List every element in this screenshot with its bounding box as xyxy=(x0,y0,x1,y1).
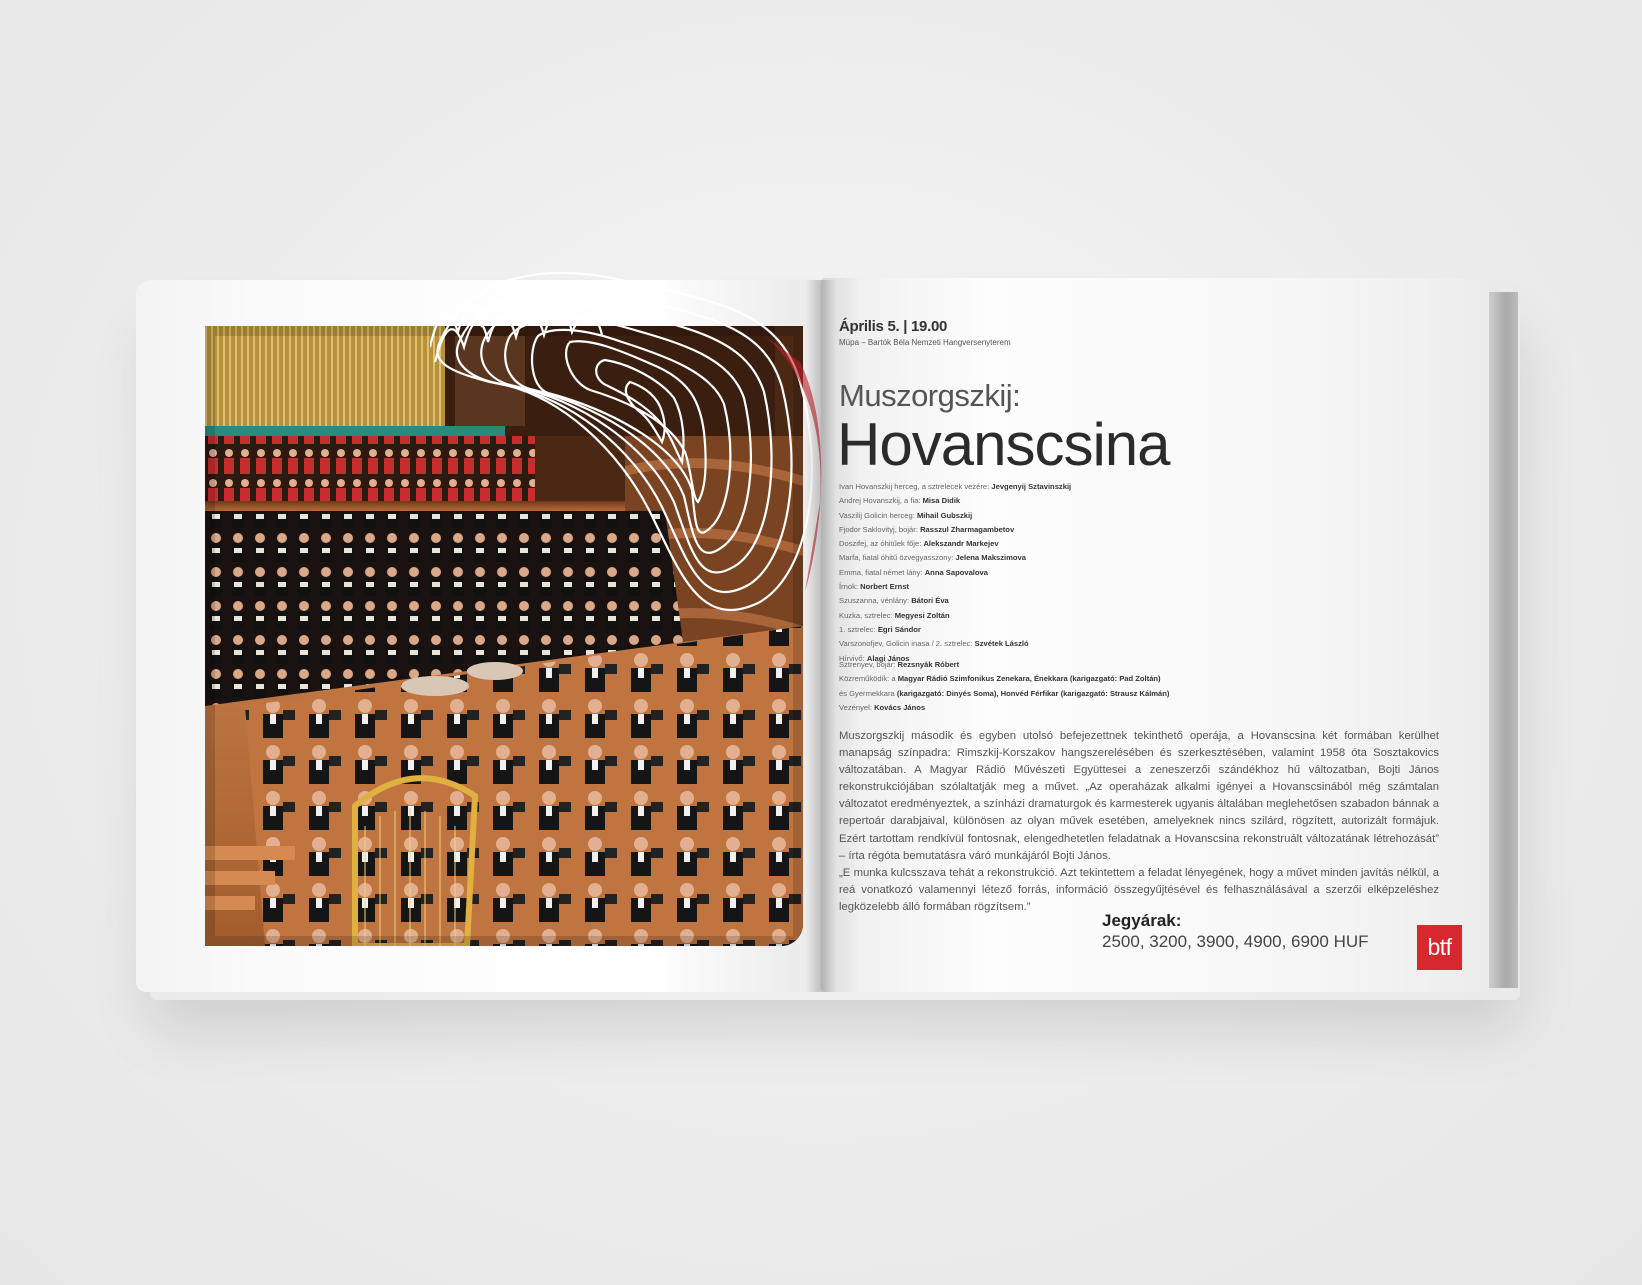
cast-row: Vaszilij Golicin herceg: Mihail Gubszkij xyxy=(839,510,973,520)
cast-row: Írnok: Norbert Ernst xyxy=(839,582,910,592)
event-venue: Müpa – Bartók Béla Nemzeti Hangversenyterem xyxy=(839,338,1011,347)
composer-name: Muszorgszkij: xyxy=(839,378,1021,413)
ticket-prices-label: Jegyárak: xyxy=(1102,911,1182,930)
cast-row: 1. sztrelec: Egri Sándor xyxy=(839,624,921,634)
credit-row: Közreműködik: a Magyar Rádió Szimfonikus Zenekara, Énekkara (karigazgató: Pad Zoltán) xyxy=(839,674,1161,684)
paragraph: Muszorgszkij második és egyben utolsó befejezettnek tekinthető operája, a Hovanscsina két formában kerülhet manapság színpadra: Rimszkij-Korszakov hangszerelésében és szerkesztésében, valamint 1958 óta Sosztakovics változatában. A Magyar Rádió Művészeti Együttesei a zeneszerzői szándékhoz hű változatban, Bojti János rekonstrukciójában szólaltatják meg a művet. „Az operaházak alkalmi igényei a Hovanscsinából még számtalan változatot eredményeztek, a színházi dramaturgok és karmesterek ugyanis általában meglehetősen szabadon bánnak a repertoár darabjaival, különösen az olyan művek esetében, amelyeknek nincs szilárd, rögzített, autorizált formájuk. Ezért tartottam rendkívül fontosnak, elengedhetetlen feladatnak a Hovanscsina rekonstruált változatának létrehozását” – írta régóta bemutatásra váró munkájáról Bojti János. xyxy=(839,730,1439,862)
credits-list xyxy=(839,658,1259,715)
cast-row: Hírvivő: Alagi János xyxy=(839,653,910,663)
article-body xyxy=(839,728,1439,916)
cast-row: Emma, fiatal német lány: Anna Sapovalova xyxy=(839,567,989,577)
cast-list xyxy=(839,480,1169,666)
cast-row: Andrej Hovanszkij, a fia: Misa Didik xyxy=(839,496,961,506)
cast-row: Szuszanna, vénlány: Bátori Éva xyxy=(839,596,949,606)
cast-row: Kuzka, sztrelec: Megyesi Zoltán xyxy=(839,610,950,620)
page-stack-edge xyxy=(1488,292,1518,988)
credit-row: Vezényel: Kovács János xyxy=(839,702,926,712)
event-date: Április 5. | 19.00 xyxy=(839,318,948,335)
ticket-prices: 2500, 3200, 3900, 4900, 6900 HUF xyxy=(1102,932,1369,951)
opera-title: Hovanscsina xyxy=(837,411,1170,478)
cast-row: Ivan Hovanszkij herceg, a sztrelecek vezére: Jevgenyij Sztavinszkij xyxy=(839,482,1072,491)
credit-row: Sztrenyev, bojár: Rezsnyák Róbert xyxy=(839,660,960,669)
cast-row: Fjodor Saklovityj, bojár: Rasszul Zharmagambetov xyxy=(839,524,1015,534)
cast-row: Doszifej, az óhitűek fője: Alekszandr Markejev xyxy=(839,539,999,549)
credit-row: és Gyermekkara (karigazgató: Dinyés Soma), Honvéd Férfikar (karigazgató: Strausz Kálmán) xyxy=(839,688,1170,698)
concert-photo xyxy=(205,326,803,946)
cast-row: Marfa, fiatal óhitű özvegyasszony: Jelena Makszimova xyxy=(839,553,1027,563)
cast-row: Varszonofjev, Golicin inasa / 2. sztrelec: Szvétek László xyxy=(839,639,1029,649)
btf-logo: btf xyxy=(1417,925,1462,970)
book-spine xyxy=(806,280,836,992)
paragraph: „E munka kulcsszava tehát a rekonstrukció. Azt tekintettem a feladat lényegének, hogy a művet minden javítás nélkül, a reá vonatkozó valamennyi létező forrás, információ összegyűjtésével és felhasználásával a szerzői elképzeléshez legközelebb álló formában rögzítsem.” xyxy=(839,866,1439,913)
